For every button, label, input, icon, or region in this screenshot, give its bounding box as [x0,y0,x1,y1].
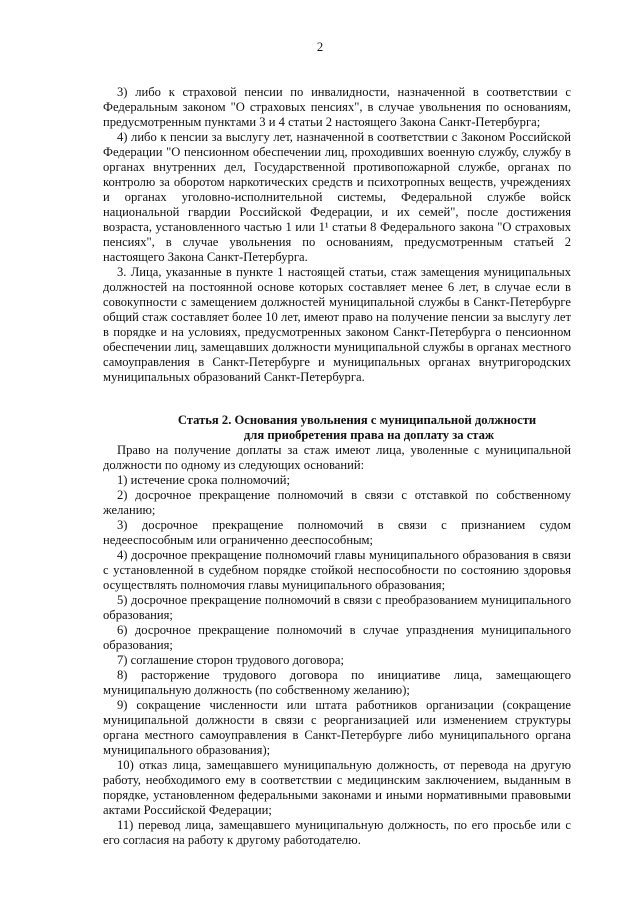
list-item: 3) досрочное прекращение полномочий в связи с признанием судом недееспособным или ограниченно дееспособным; [103,518,571,547]
article-heading: Статья 2. Основания увольнения с муниципальной должности [177,413,537,427]
article-heading-subtitle: для приобретения права на доплату за стаж [243,428,495,442]
paragraph-part-3: 3. Лица, указанные в пункте 1 настоящей статьи, стаж замещения муниципальных должностей на постоянной основе которых составляет менее 6 лет, в случае если в совокупности с замещением должностей муниципальной службы в Санкт-Петербурге общий стаж составляет более 10 лет, имеют право на получение пенсии за выслугу лет в порядке и на условиях, предусмотренных законом Санкт-Петербурга о пенсионном обеспечении лиц, замещавших должности муниципальной службы в органах местного самоуправления в Санкт-Петербурге и муниципальных органах внутригородских муниципальных образований Санкт-Петербурга. [103,265,571,384]
paragraph-item-4: 4) либо к пенсии за выслугу лет, назначенной в соответствии с Законом Российской Федерации "О пенсионном обеспечении лиц, проходивших военную службу, службу в органах внутренних дел, Государственной противопожарной службе, органах по контролю за оборотом наркотических средств и психотропных веществ, учреждениях и органах уголовно-исполнительной системы, Федеральной службе войск национальной гвардии Российской Федерации, и их семей", после достижения возраста, установленного частью 1 или 1¹ статьи 8 Федерального закона "О страховых пенсиях", в случае увольнения по основаниям, предусмотренным статьей 2 настоящего Закона Санкт-Петербурга. [103,130,571,264]
list-item: 8) расторжение трудового договора по инициативе лица, замещающего муниципальную должность (по собственному желанию); [103,668,571,697]
list-item: 11) перевод лица, замещавшего муниципальную должность, по его просьбе или с его согласия на работу к другому работодателю. [103,818,571,847]
paragraph-item-3: 3) либо к страховой пенсии по инвалидности, назначенной в соответствии с Федеральным законом "О страховых пенсиях", в случае увольнения по основаниям, предусмотренным пунктами 3 и 4 статьи 2 настоящего Закона Санкт-Петербурга; [103,85,571,129]
section-gap [103,385,571,399]
list-item: 1) истечение срока полномочий; [117,473,290,487]
list-item: 5) досрочное прекращение полномочий в связи с преобразованием муниципального образования; [103,593,571,622]
list-item: 6) досрочное прекращение полномочий в случае упразднения муниципального образования; [103,623,571,652]
section-gap [103,399,571,413]
list-item: 7) соглашение сторон трудового договора; [117,653,344,667]
document-body [103,85,571,848]
list-item: 10) отказ лица, замещавшего муниципальную должность, от перевода на другую работу, необходимого ему в соответствии с медицинским заключением, выданным в порядке, установленном федеральными законами и иными нормативными правовыми актами Российской Федерации; [103,758,571,817]
list-item: 2) досрочное прекращение полномочий в связи с отставкой по собственному желанию; [103,488,571,517]
page-number: 2 [316,40,324,54]
article-intro: Право на получение доплаты за стаж имеют лица, уволенные с муниципальной должности по одному из следующих оснований: [103,443,571,472]
list-item: 9) сокращение численности или штата работников организации (сокращение муниципальной должности в связи с реорганизацией или изменением структуры органа местного самоуправления в Санкт-Петербурге либо муниципального органа муниципального образования); [103,698,571,757]
list-item: 4) досрочное прекращение полномочий главы муниципального образования в связи с установленной в судебном порядке стойкой неспособности по состоянию здоровья осуществлять полномочия главы муниципального образования; [103,548,571,592]
